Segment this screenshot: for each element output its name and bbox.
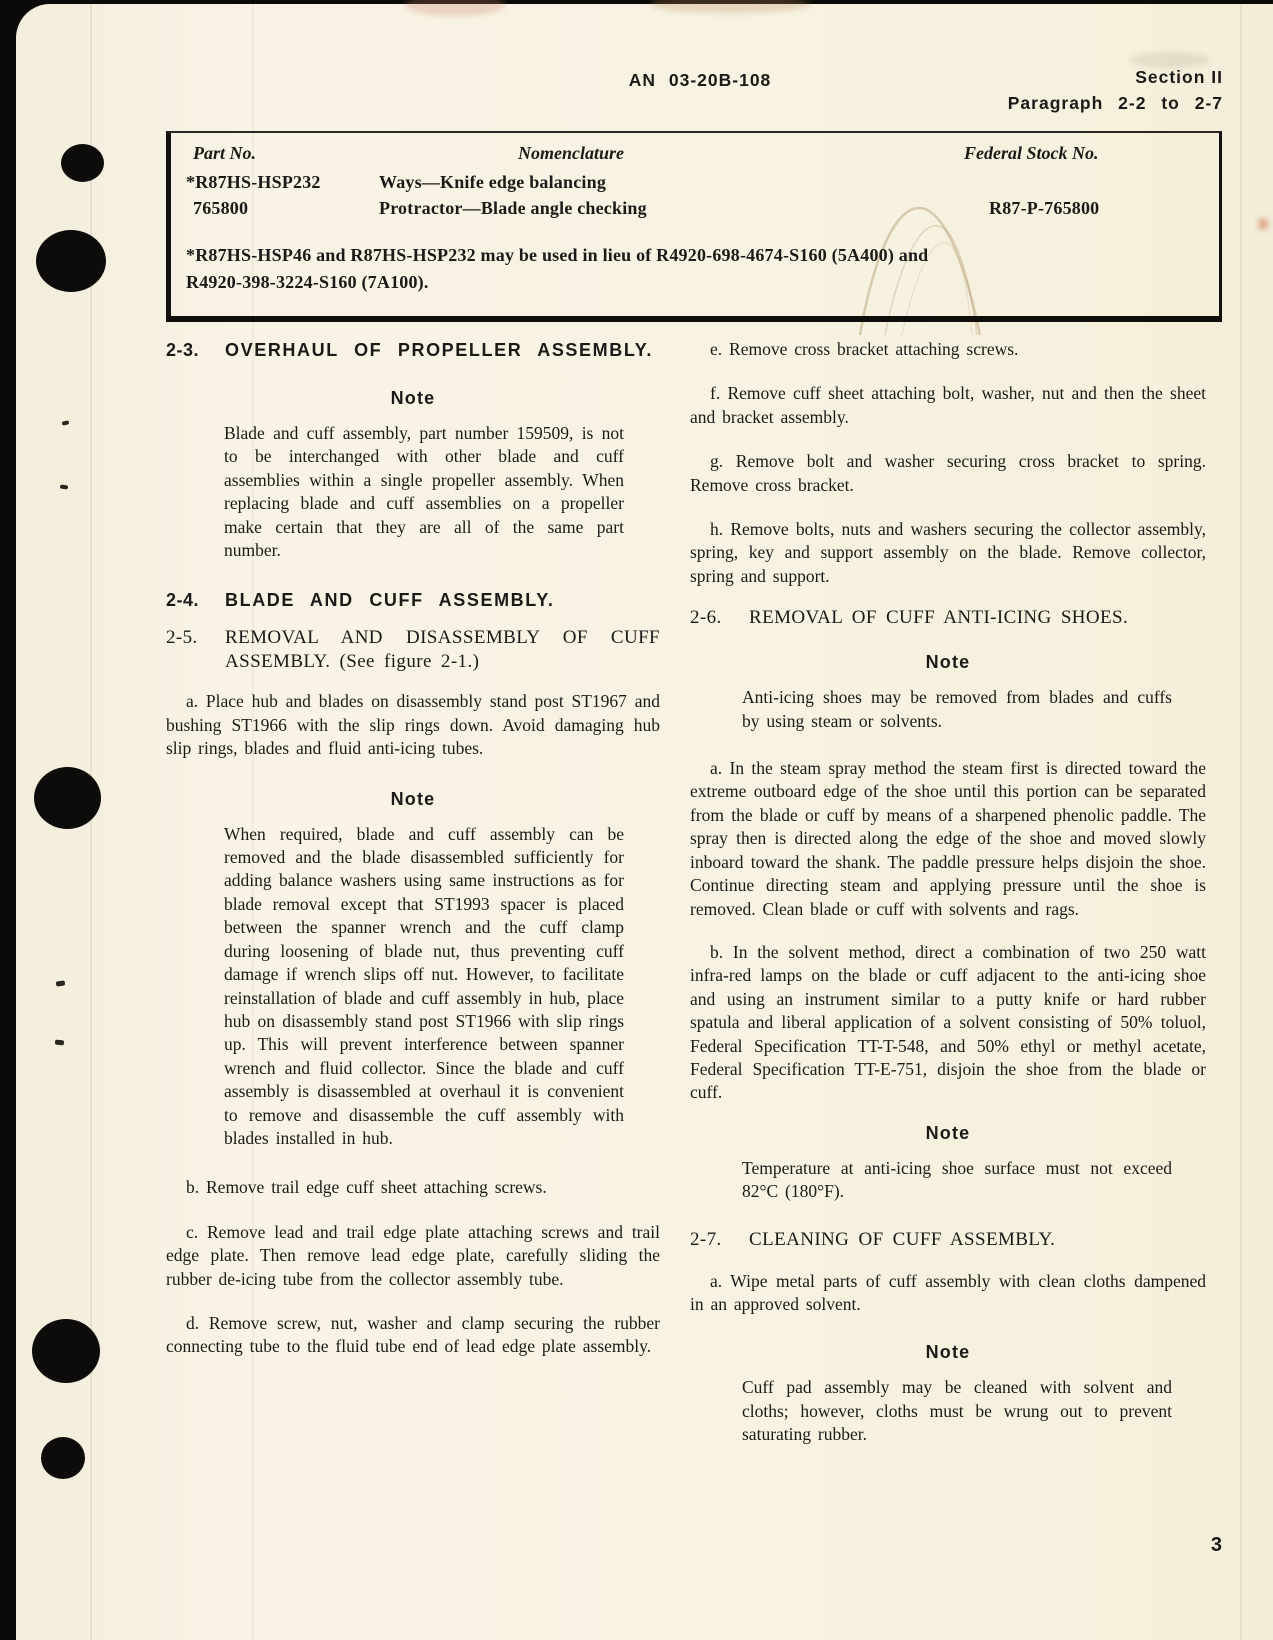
step-paragraph-d: d. Remove screw, nut, washer and clamp securing the rubber connecting tube to the fluid tube end of lead edge plate assembly. (166, 1312, 660, 1357)
hole-punch-mark (41, 1437, 85, 1479)
note-label: Note (925, 652, 971, 673)
hole-punch-mark (36, 230, 106, 292)
step-paragraph-c: c. Remove lead and trail edge plate attaching screws and trail edge plate. Then remove lead edge plate, carefully sliding the rubber de-icing tube from the collector assembly tube. (166, 1221, 660, 1289)
heading-title: BLADE AND CUFF ASSEMBLY. (225, 590, 555, 611)
step-paragraph-h: h. Remove bolts, nuts and washers securing the collector assembly, spring, key and support assembly on the blade. Remove collector, spring and support. (690, 519, 1206, 586)
step-paragraph-b-solvent: b. In the solvent method, direct a combination of two 250 watt infra-red lamps on the blade or cuff adjacent to the anti-icing shoe and using an instrument similar to a putty knife or hard rubber spatula and liberal application of a solvent consisting of 50% toluol, Federal Specification TT-T-548, and 50% ethyl or methyl acetate, Federal Specification TT-E-751, disjoin the shoe from the blade or cuff. (690, 941, 1206, 1103)
heading-number: 2-5. (166, 627, 198, 649)
note-paragraph: Temperature at anti-icing shoe surface must not exceed 82°C (180°F). (742, 1157, 1172, 1202)
section-heading-2-6 (690, 606, 1206, 630)
note-paragraph: Blade and cuff assembly, part number 159509, is not to be interchanged with other blade and cuff assemblies within a single propeller assembly. When replacing blade and cuff assemblies on a propeller make certain that they are all of the same part number. (224, 423, 624, 561)
heading-number: 2-3. (166, 340, 200, 360)
parts-table-header-nomenclature: Nomenclature (518, 143, 624, 163)
step-paragraph-g: g. Remove bolt and washer securing cross bracket to spring. Remove cross bracket. (690, 451, 1206, 495)
parts-table-header-federal-stock-no: Federal Stock No. (964, 143, 1099, 163)
step-paragraph-e: e. Remove cross bracket attaching screws. (710, 339, 1019, 359)
hole-punch-mark (32, 1319, 100, 1383)
hole-punch-mark (61, 144, 104, 182)
parts-table-cell-part-no: 765800 (193, 198, 249, 218)
parts-table-cell-part-no: *R87HS-HSP232 (186, 172, 321, 192)
heading-number: 2-6. (690, 607, 722, 629)
step-paragraph-a-wipe: a. Wipe metal parts of cuff assembly with clean cloths dampened in an approved solvent. (690, 1270, 1206, 1314)
section-label: Section II (1135, 67, 1223, 87)
note-label: Note (925, 1342, 971, 1363)
ink-speck (55, 1040, 64, 1046)
left-column (166, 338, 660, 1359)
parts-table-cell-nomenclature: Ways—Knife edge balancing (379, 172, 607, 192)
heading-title: CLEANING OF CUFF ASSEMBLY. (749, 1228, 1056, 1250)
note-label: Note (390, 788, 436, 809)
parts-table-footnote-line1: *R87HS-HSP46 and R87HS-HSP232 may be used in lieu of R4920-698-4674-S160 (5A400) and (186, 245, 929, 265)
section-heading-2-4 (166, 588, 660, 612)
parts-table (166, 131, 1222, 322)
document-number: AN 03-20B-108 (628, 70, 772, 90)
header-section-block (920, 64, 1223, 116)
step-paragraph-a-steam: a. In the steam spray method the steam first is directed toward the extreme outboard edge of the shoe until this portion can be separated from the blade or cuff by means of a sharpened phenolic paddle. The spray then is directed along the edge of the shoe and moved slowly inboard toward the shank. The paddle pressure helps disjoin the shoe. Continue directing steam and applying pressure until the shoe is removed. Clean blade or cuff with solvents and rags. (690, 758, 1206, 919)
parts-table-cell-nomenclature: Protractor—Blade angle checking (379, 198, 647, 218)
section-heading-2-5 (166, 626, 660, 674)
heading-title: REMOVAL OF CUFF ANTI-ICING SHOES. (749, 607, 1129, 629)
heading-number: 2-7. (690, 1228, 722, 1250)
right-column (690, 338, 1206, 1447)
parts-table-header-part-no: Part No. (193, 143, 256, 163)
heading-number: 2-4. (166, 590, 200, 611)
hole-punch-mark (34, 767, 101, 829)
heading-title: REMOVAL AND DISASSEMBLY OF CUFF ASSEMBLY. (See figure 2-1.) (225, 627, 660, 673)
step-paragraph-a: a. Place hub and blades on disassembly stand post ST1967 and bushing ST1966 with the slip rings down. Avoid damaging hub slip rings, blades and fluid anti-icing tubes. (166, 691, 660, 759)
note-label: Note (925, 1122, 971, 1143)
note-paragraph: Anti-icing shoes may be removed from blades and cuffs by using steam or solvents. (742, 687, 1172, 731)
note-paragraph: Cuff pad assembly may be cleaned with solvent and cloths; however, cloths must be wrung out to prevent saturating rubber. (742, 1377, 1172, 1445)
section-heading-2-7 (690, 1228, 1206, 1252)
section-heading-2-3 (166, 338, 660, 362)
page-number: 3 (1210, 1534, 1222, 1556)
step-paragraph-f: f. Remove cuff sheet attaching bolt, washer, nut and then the sheet and bracket assembly. (690, 383, 1206, 427)
note-label: Note (390, 388, 436, 408)
step-paragraph-b: b. Remove trail edge cuff sheet attaching screws. (186, 1177, 547, 1198)
parts-table-cell-federal-stock-no: R87-P-765800 (989, 198, 1100, 218)
note-paragraph: When required, blade and cuff assembly can be removed and the blade disassembled sufficiently for adding balance washers using same instructions as for blade removal except that ST1993 spacer is placed between the spanner wrench and the cuff clamp during loosening of blade nut, thus preventing cuff damage if wrench slips off nut. However, to facilitate reinstallation of blade and cuff assembly in hub, place hub on disassembly stand post ST1966 with slip rings up. This will prevent interference between spanner wrench and fluid collector. Since the blade and cuff assembly is disassembled at overhaul it is convenient to remove and disassemble the cuff assembly with blades installed in hub. (224, 823, 624, 1148)
parts-table-footnote-line2: R4920-398-3224-S160 (7A100). (186, 272, 429, 292)
heading-title: OVERHAUL OF PROPELLER ASSEMBLY. (225, 340, 653, 360)
paragraph-range-label: Paragraph 2-2 to 2-7 (1007, 93, 1223, 113)
